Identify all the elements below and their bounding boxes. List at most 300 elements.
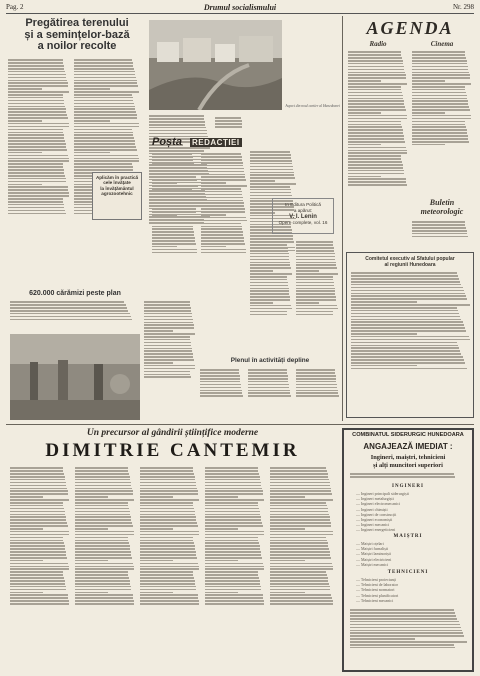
article1-title-line2: și a semințelor-bază — [24, 28, 130, 41]
illegible-text-line — [412, 103, 468, 105]
illegible-text-line — [412, 89, 465, 91]
illegible-text-line — [205, 566, 264, 568]
illegible-text-line — [144, 333, 195, 335]
illegible-text-line — [205, 514, 260, 516]
illegible-text-line — [8, 100, 64, 102]
illegible-text-line — [140, 531, 199, 533]
illegible-text-line — [10, 301, 124, 303]
illegible-text-line — [10, 545, 65, 547]
lenin-line1: In Editura Politică — [285, 202, 321, 207]
illegible-text-line — [8, 181, 66, 183]
illegible-text-line — [412, 98, 467, 100]
committee-box — [346, 252, 474, 418]
illegible-text-line — [10, 554, 66, 556]
illegible-text-line — [205, 476, 260, 478]
illegible-text-line — [8, 117, 68, 119]
illegible-text-line — [74, 62, 133, 64]
illegible-text-line — [74, 155, 138, 157]
illegible-text-line — [201, 182, 226, 184]
combinat-hire: ANGAJEAZĂ IMEDIAT : — [363, 442, 453, 451]
illegible-text-line — [152, 191, 193, 193]
illegible-text-line — [270, 502, 326, 504]
illegible-text-line — [152, 211, 196, 213]
illegible-text-line — [10, 516, 66, 518]
illegible-text-line — [74, 59, 132, 61]
illegible-text-line — [351, 356, 463, 358]
illegible-text-line — [10, 499, 69, 501]
illegible-text-line — [250, 186, 290, 188]
illegible-text-line — [270, 467, 326, 469]
illegible-text-line — [348, 118, 407, 120]
illegible-text-line — [8, 149, 67, 151]
illegible-text-line — [201, 194, 242, 196]
illegible-text-line — [250, 282, 288, 284]
illegible-text-line — [140, 522, 197, 524]
illegible-text-line — [75, 560, 108, 562]
illegible-text-line — [205, 548, 260, 550]
illegible-text-line — [10, 511, 65, 513]
illegible-text-line — [75, 554, 131, 556]
illegible-text-line — [270, 499, 333, 501]
illegible-text-line — [215, 123, 242, 125]
illegible-text-line — [8, 126, 69, 128]
illegible-text-line — [351, 284, 461, 286]
illegible-text-line — [74, 166, 133, 168]
illegible-text-line — [8, 195, 69, 197]
illegible-text-line — [348, 144, 381, 146]
illegible-text-line — [140, 534, 199, 536]
illegible-text-line — [74, 120, 110, 122]
illegible-text-line — [201, 171, 244, 173]
illegible-text-line — [10, 476, 65, 478]
plenary-col2 — [248, 368, 292, 412]
illegible-text-line — [74, 129, 132, 131]
illegible-text-line — [10, 525, 68, 527]
illegible-text-line — [348, 124, 401, 126]
illegible-text-line — [140, 505, 193, 507]
job-line: — Ingineri economiști — [356, 517, 393, 523]
lenin-box — [272, 198, 334, 234]
illegible-text-line — [8, 152, 42, 154]
illegible-text-line — [152, 202, 195, 204]
illegible-text-line — [351, 319, 461, 321]
illegible-text-line — [149, 121, 205, 123]
illegible-text-line — [144, 322, 193, 324]
illegible-text-line — [296, 392, 338, 394]
illegible-text-line — [140, 540, 193, 542]
illegible-text-line — [270, 563, 332, 565]
illegible-text-line — [74, 88, 110, 90]
illegible-text-line — [75, 485, 131, 487]
illegible-text-line — [412, 92, 466, 94]
illegible-text-line — [205, 482, 261, 484]
illegible-text-line — [412, 106, 469, 108]
illegible-text-line — [205, 560, 238, 562]
illegible-text-line — [201, 240, 244, 242]
illegible-text-line — [250, 157, 291, 159]
illegible-text-line — [205, 551, 261, 553]
illegible-text-line — [250, 285, 288, 287]
illegible-text-line — [250, 273, 292, 275]
illegible-text-line — [205, 499, 264, 501]
illegible-text-line — [296, 381, 336, 383]
illegible-text-line — [10, 600, 69, 602]
illegible-text-line — [205, 528, 238, 530]
illegible-text-line — [270, 476, 328, 478]
illegible-text-line — [140, 571, 193, 573]
illegible-text-line — [296, 276, 333, 278]
illegible-text-line — [348, 155, 401, 157]
illegible-text-line — [152, 252, 197, 254]
illegible-text-line — [8, 172, 64, 174]
illegible-text-line — [205, 568, 264, 570]
cantemir-col4 — [205, 466, 265, 671]
article1-title-line3: a noilor recolte — [37, 40, 117, 53]
illegible-text-line — [270, 482, 330, 484]
illegible-text-line — [351, 339, 470, 341]
illegible-text-line — [250, 288, 289, 290]
illegible-text-line — [351, 310, 458, 312]
photo-article-col2 — [215, 116, 245, 136]
illegible-text-line — [250, 270, 273, 272]
illegible-text-line — [412, 86, 465, 88]
combinat-footer-text — [350, 608, 468, 668]
illegible-text-line — [201, 249, 246, 251]
illegible-text-line — [296, 375, 336, 377]
illegible-text-line — [10, 313, 130, 315]
illegible-text-line — [351, 287, 463, 289]
illegible-text-line — [8, 192, 69, 194]
illegible-text-line — [296, 241, 333, 243]
illegible-text-line — [270, 548, 329, 550]
illegible-text-line — [250, 314, 287, 316]
illegible-text-line — [74, 163, 132, 165]
illegible-text-line — [8, 129, 63, 131]
illegible-text-line — [10, 316, 131, 318]
illegible-text-line — [8, 166, 63, 168]
illegible-text-line — [140, 467, 193, 469]
illegible-text-line — [296, 256, 335, 258]
illegible-text-line — [75, 537, 128, 539]
illegible-text-line — [200, 395, 243, 397]
illegible-text-line — [350, 635, 464, 637]
job-line: — Maiștri laminoriști — [356, 551, 391, 557]
meteo-heading-line2: meteorologic — [420, 207, 464, 216]
illegible-text-line — [205, 577, 259, 579]
job-line: — Ingineri principali siderurgiști — [356, 491, 409, 496]
illegible-text-line — [270, 496, 305, 498]
illegible-text-line — [348, 170, 404, 172]
illegible-text-line — [144, 353, 193, 355]
illegible-text-line — [215, 126, 242, 128]
illegible-text-line — [205, 537, 258, 539]
illegible-text-line — [144, 307, 191, 309]
illegible-text-line — [250, 154, 291, 156]
illegible-text-line — [270, 511, 328, 513]
radio-program-col — [348, 50, 408, 248]
illegible-text-line — [74, 103, 134, 105]
agenda-radio-heading: Radio — [369, 40, 387, 48]
illegible-text-line — [75, 496, 108, 498]
illegible-text-line — [144, 301, 190, 303]
illegible-text-line — [140, 499, 199, 501]
illegible-text-line — [140, 488, 197, 490]
plenary-col3 — [296, 368, 340, 412]
illegible-text-line — [296, 387, 337, 389]
illegible-text-line — [144, 365, 195, 367]
illegible-text-line — [74, 134, 133, 136]
illegible-text-line — [75, 514, 130, 516]
illegible-text-line — [8, 198, 63, 200]
illegible-text-line — [270, 514, 329, 516]
illegible-text-line — [74, 108, 135, 110]
cantemir-kicker: Un precursor al gândirii științifice moderne — [86, 428, 259, 438]
illegible-text-line — [75, 502, 128, 504]
illegible-text-line — [348, 95, 403, 97]
illegible-text-line — [250, 250, 288, 252]
illegible-text-line — [75, 519, 131, 521]
illegible-text-line — [205, 508, 259, 510]
illegible-text-line — [140, 482, 196, 484]
illegible-text-line — [348, 80, 381, 82]
illegible-text-line — [270, 554, 330, 556]
illegible-text-line — [152, 176, 196, 178]
illegible-text-line — [144, 313, 192, 315]
illegible-text-line — [140, 473, 194, 475]
illegible-text-line — [140, 508, 194, 510]
illegible-text-line — [250, 174, 294, 176]
illegible-text-line — [248, 384, 289, 386]
job-line: — Ingineri metalurgiști — [356, 496, 394, 502]
illegible-text-line — [140, 514, 195, 516]
illegible-text-line — [75, 493, 133, 495]
illegible-text-line — [351, 281, 460, 283]
illegible-text-line — [351, 350, 460, 352]
illegible-text-line — [270, 534, 333, 536]
illegible-text-line — [201, 191, 242, 193]
illegible-text-line — [149, 127, 206, 129]
illegible-text-line — [10, 597, 68, 599]
illegible-text-line — [348, 167, 403, 169]
illegible-text-line — [205, 589, 261, 591]
illegible-text-line — [412, 60, 467, 62]
illegible-text-line — [348, 66, 404, 68]
illegible-text-line — [74, 169, 133, 171]
illegible-text-line — [348, 181, 406, 183]
illegible-text-line — [144, 319, 193, 321]
illegible-text-line — [149, 133, 207, 135]
illegible-text-line — [270, 574, 327, 576]
meteo-heading — [412, 198, 472, 216]
posta-col2 — [201, 152, 247, 302]
illegible-text-line — [200, 381, 240, 383]
technicians-list — [356, 577, 466, 603]
illegible-text-line — [8, 178, 66, 180]
illegible-text-line — [296, 262, 336, 264]
illegible-text-line — [270, 594, 331, 596]
illegible-text-line — [205, 511, 260, 513]
illegible-text-line — [270, 568, 333, 570]
illegible-text-line — [350, 476, 455, 478]
illegible-text-line — [152, 226, 193, 228]
illegible-text-line — [8, 82, 68, 84]
illegible-text-line — [250, 163, 292, 165]
cantemir-col5 — [270, 466, 334, 671]
illegible-text-line — [201, 220, 247, 222]
illegible-text-line — [351, 362, 465, 364]
combinat-section-engineers: INGINERI — [392, 484, 424, 489]
illegible-text-line — [270, 537, 326, 539]
illegible-text-line — [201, 188, 241, 190]
illegible-text-line — [75, 574, 128, 576]
illegible-text-line — [140, 589, 196, 591]
illegible-text-line — [10, 522, 67, 524]
illegible-text-line — [250, 267, 291, 269]
combinat-intro — [350, 472, 468, 482]
illegible-text-line — [350, 624, 460, 626]
illegible-text-line — [10, 542, 64, 544]
illegible-text-line — [75, 548, 130, 550]
illegible-text-line — [201, 153, 241, 155]
illegible-text-line — [270, 519, 330, 521]
illegible-text-line — [296, 378, 336, 380]
illegible-text-line — [348, 115, 407, 117]
illegible-text-line — [412, 95, 467, 97]
illegible-text-line — [200, 392, 242, 394]
illegible-text-line — [296, 305, 337, 307]
agro-title-line3: la învățământul — [100, 185, 134, 191]
illegible-text-line — [351, 295, 466, 297]
illegible-text-line — [270, 542, 328, 544]
factory-side-text — [144, 300, 196, 415]
illegible-text-line — [296, 290, 335, 292]
illegible-text-line — [201, 159, 242, 161]
illegible-text-line — [152, 188, 192, 190]
illegible-text-line — [412, 224, 465, 226]
illegible-text-line — [412, 112, 445, 114]
issue-number: Nr. 298 — [453, 3, 474, 11]
illegible-text-line — [270, 490, 331, 492]
illegible-text-line — [75, 490, 133, 492]
illegible-text-line — [140, 563, 198, 565]
illegible-text-line — [149, 124, 205, 126]
illegible-text-line — [152, 234, 194, 236]
illegible-text-line — [152, 185, 198, 187]
illegible-text-line — [351, 313, 459, 315]
plenary-col1 — [200, 368, 244, 412]
illegible-text-line — [270, 603, 333, 605]
illegible-text-line — [412, 54, 465, 56]
illegible-text-line — [205, 603, 264, 605]
illegible-text-line — [74, 146, 136, 148]
illegible-text-line — [348, 126, 402, 128]
illegible-text-line — [75, 597, 133, 599]
illegible-text-line — [348, 150, 407, 152]
illegible-text-line — [144, 345, 191, 347]
illegible-text-line — [270, 525, 331, 527]
illegible-text-line — [248, 378, 288, 380]
illegible-text-line — [201, 156, 242, 158]
illegible-text-line — [205, 493, 263, 495]
illegible-text-line — [412, 77, 470, 79]
illegible-text-line — [74, 74, 135, 76]
illegible-text-line — [10, 505, 63, 507]
illegible-text-line — [205, 586, 261, 588]
illegible-text-line — [8, 175, 65, 177]
illegible-text-line — [75, 603, 134, 605]
illegible-text-line — [75, 522, 132, 524]
illegible-text-line — [412, 126, 466, 128]
illegible-text-line — [296, 259, 335, 261]
illegible-text-line — [200, 369, 239, 371]
illegible-text-line — [75, 528, 108, 530]
illegible-text-line — [140, 592, 173, 594]
illegible-text-line — [10, 519, 66, 521]
illegible-text-line — [270, 600, 333, 602]
illegible-text-line — [8, 123, 69, 125]
illegible-text-line — [75, 580, 130, 582]
cantemir-col1 — [10, 466, 70, 671]
illegible-text-line — [75, 600, 134, 602]
illegible-text-line — [140, 502, 193, 504]
illegible-text-line — [75, 563, 133, 565]
illegible-text-line — [348, 100, 404, 102]
illegible-text-line — [296, 372, 335, 374]
illegible-text-line — [201, 197, 243, 199]
illegible-text-line — [8, 68, 64, 70]
illegible-text-line — [8, 207, 64, 209]
illegible-text-line — [250, 247, 288, 249]
illegible-text-line — [10, 563, 68, 565]
illegible-text-line — [205, 534, 264, 536]
illegible-text-line — [8, 155, 68, 157]
illegible-text-line — [205, 479, 260, 481]
illegible-text-line — [348, 147, 406, 149]
illegible-text-line — [348, 112, 381, 114]
illegible-text-line — [75, 566, 134, 568]
illegible-text-line — [140, 476, 195, 478]
illegible-text-line — [10, 528, 43, 530]
illegible-text-line — [140, 551, 196, 553]
illegible-text-line — [250, 299, 290, 301]
illegible-text-line — [144, 327, 194, 329]
illegible-text-line — [75, 499, 134, 501]
illegible-text-line — [152, 179, 197, 181]
illegible-text-line — [10, 571, 63, 573]
foremen-list — [356, 541, 466, 567]
illegible-text-line — [10, 508, 64, 510]
job-line: — Ingineri de construcții — [356, 511, 397, 517]
illegible-text-line — [10, 467, 63, 469]
illegible-text-line — [144, 339, 190, 341]
illegible-text-line — [140, 493, 198, 495]
illegible-text-line — [270, 540, 327, 542]
illegible-text-line — [152, 228, 193, 230]
illegible-text-line — [348, 60, 403, 62]
illegible-text-line — [75, 482, 131, 484]
illegible-text-line — [270, 516, 330, 518]
illegible-text-line — [412, 236, 468, 238]
illegible-text-line — [205, 470, 258, 472]
illegible-text-line — [10, 551, 66, 553]
illegible-text-line — [8, 77, 66, 79]
illegible-text-line — [250, 293, 289, 295]
illegible-text-line — [144, 359, 194, 361]
illegible-text-line — [10, 488, 67, 490]
job-line: — Ingineri electromecanici — [356, 501, 400, 507]
illegible-text-line — [8, 103, 64, 105]
illegible-text-line — [74, 117, 137, 119]
